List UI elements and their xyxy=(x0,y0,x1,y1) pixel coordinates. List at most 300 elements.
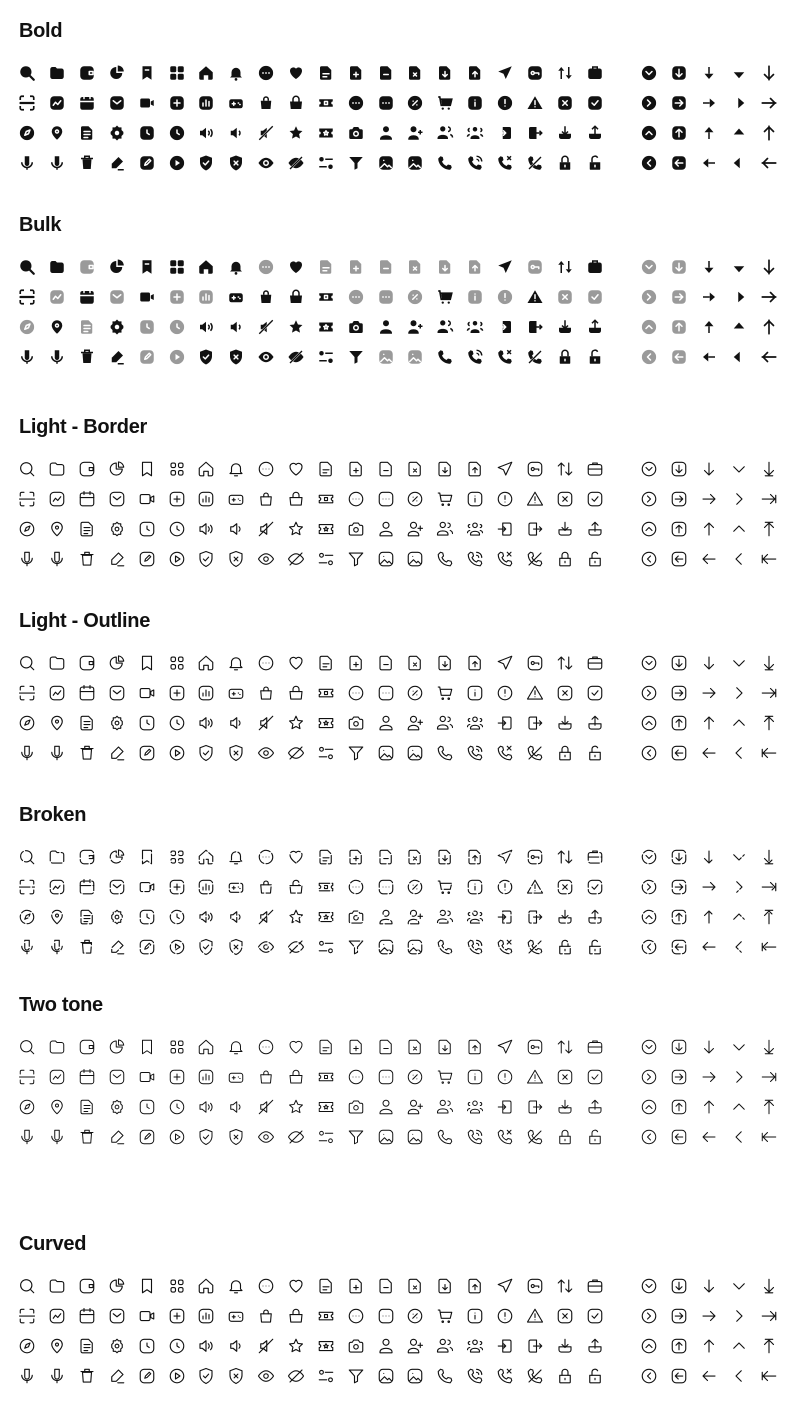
filter-2-icon xyxy=(347,550,365,568)
arrow-right-circle-icon xyxy=(640,684,658,702)
call-silent-icon xyxy=(526,550,544,568)
time-square-icon xyxy=(138,520,156,538)
play-icon xyxy=(168,550,186,568)
show-icon xyxy=(257,1367,275,1385)
search-icon xyxy=(18,1038,36,1056)
video-icon xyxy=(138,1068,156,1086)
arrow-right-circle-icon xyxy=(640,1307,658,1325)
heart-icon xyxy=(287,1038,305,1056)
password-icon xyxy=(526,1038,544,1056)
arrow-down-icon xyxy=(760,460,778,478)
time-circle-icon xyxy=(168,1337,186,1355)
image-icon xyxy=(377,348,395,366)
paper-upload-icon xyxy=(466,258,484,276)
work-icon xyxy=(586,1038,604,1056)
arrow-right-2-icon xyxy=(700,1307,718,1325)
arrow-down-icon xyxy=(760,1038,778,1056)
video-icon xyxy=(138,490,156,508)
paper-plus-icon xyxy=(347,1277,365,1295)
paper-download-icon xyxy=(436,460,454,478)
section-title: Light - Outline xyxy=(19,610,151,632)
chat-icon xyxy=(257,258,275,276)
scan-icon xyxy=(18,684,36,702)
lock-icon xyxy=(556,348,574,366)
call-icon xyxy=(436,938,454,956)
paper-plus-icon xyxy=(347,1038,365,1056)
download-icon xyxy=(556,124,574,142)
image-2-icon xyxy=(406,348,424,366)
discovery-icon xyxy=(18,908,36,926)
notification-icon xyxy=(227,1038,245,1056)
image-2-icon xyxy=(406,744,424,762)
chart-icon xyxy=(197,490,215,508)
shield-done-icon xyxy=(197,1367,215,1385)
time-square-icon xyxy=(138,1337,156,1355)
edit-icon xyxy=(108,348,126,366)
password-icon xyxy=(526,654,544,672)
volume-down-icon xyxy=(227,908,245,926)
tick-square-icon xyxy=(586,684,604,702)
bag-icon xyxy=(257,490,275,508)
ticket-star-icon xyxy=(317,1337,335,1355)
paper-plus-icon xyxy=(347,258,365,276)
time-circle-icon xyxy=(168,124,186,142)
info-square-icon xyxy=(466,1068,484,1086)
icon-row xyxy=(0,947,800,971)
location-icon xyxy=(48,520,66,538)
arrow-up-circle-icon xyxy=(640,1098,658,1116)
volume-up-icon xyxy=(197,520,215,538)
graph-icon xyxy=(108,460,126,478)
delete-icon xyxy=(78,744,96,762)
arrow-right-icon xyxy=(760,94,778,112)
info-square-icon xyxy=(466,490,484,508)
plus-icon xyxy=(168,288,186,306)
work-icon xyxy=(586,654,604,672)
star-icon xyxy=(287,714,305,732)
arrow-right-circle-icon xyxy=(640,288,658,306)
section-title: Broken xyxy=(19,804,87,826)
notification-icon xyxy=(227,258,245,276)
calendar-icon xyxy=(78,878,96,896)
arrow-left-2-icon xyxy=(700,154,718,172)
shield-fail-icon xyxy=(227,1128,245,1146)
buy-icon xyxy=(436,288,454,306)
chart-icon xyxy=(197,878,215,896)
profile-icon xyxy=(377,1098,395,1116)
arrow-down-3-icon xyxy=(730,258,748,276)
add-user-icon xyxy=(406,318,424,336)
chat-icon xyxy=(257,654,275,672)
search-icon xyxy=(18,1277,36,1295)
voice-2-icon xyxy=(48,550,66,568)
section-title: Bulk xyxy=(19,214,62,236)
heart-icon xyxy=(287,848,305,866)
category-icon xyxy=(168,654,186,672)
paper-plus-icon xyxy=(347,64,365,82)
volume-up-icon xyxy=(197,1098,215,1116)
danger-circle-icon xyxy=(496,684,514,702)
chart-icon xyxy=(197,684,215,702)
shield-done-icon xyxy=(197,348,215,366)
bookmark-icon xyxy=(138,258,156,276)
call-missed-icon xyxy=(496,1367,514,1385)
location-icon xyxy=(48,124,66,142)
more-circle-icon xyxy=(347,684,365,702)
paper-fail-icon xyxy=(406,460,424,478)
arrow-right-2-icon xyxy=(700,878,718,896)
close-square-icon xyxy=(556,490,574,508)
more-square-icon xyxy=(377,1307,395,1325)
arrow-right-2-icon xyxy=(700,288,718,306)
arrow-left-icon xyxy=(760,1128,778,1146)
image-2-icon xyxy=(406,550,424,568)
password-icon xyxy=(526,258,544,276)
filter-2-icon xyxy=(347,1367,365,1385)
wallet-icon xyxy=(78,848,96,866)
hide-icon xyxy=(287,348,305,366)
unlock-icon xyxy=(586,154,604,172)
wallet-icon xyxy=(78,258,96,276)
paper-icon xyxy=(78,908,96,926)
arrow-right-icon xyxy=(760,490,778,508)
time-circle-icon xyxy=(168,520,186,538)
arrow-up-2-icon xyxy=(700,1337,718,1355)
swap-icon xyxy=(556,654,574,672)
arrow-down-2-icon xyxy=(700,460,718,478)
voice-icon xyxy=(18,1128,36,1146)
danger-circle-icon xyxy=(496,288,514,306)
3-user-icon xyxy=(466,1337,484,1355)
paper-fail-icon xyxy=(406,64,424,82)
scan-icon xyxy=(18,1068,36,1086)
send-icon xyxy=(496,1277,514,1295)
profile-icon xyxy=(377,908,395,926)
plus-icon xyxy=(168,94,186,112)
discount-icon xyxy=(406,490,424,508)
volume-off-icon xyxy=(257,1098,275,1116)
arrow-up-icon xyxy=(760,1098,778,1116)
bag-2-icon xyxy=(287,94,305,112)
lock-icon xyxy=(556,938,574,956)
upload-icon xyxy=(586,318,604,336)
filter-2-icon xyxy=(347,938,365,956)
arrow-left-icon xyxy=(760,938,778,956)
calling-icon xyxy=(466,550,484,568)
arrow-right-circle-icon xyxy=(640,878,658,896)
danger-triangle-icon xyxy=(526,288,544,306)
image-icon xyxy=(377,550,395,568)
edit-icon xyxy=(108,938,126,956)
game-icon xyxy=(227,490,245,508)
setting-icon xyxy=(108,908,126,926)
activity-icon xyxy=(48,94,66,112)
unlock-icon xyxy=(586,348,604,366)
notification-icon xyxy=(227,848,245,866)
call-silent-icon xyxy=(526,348,544,366)
arrow-down-circle-icon xyxy=(640,654,658,672)
discount-icon xyxy=(406,878,424,896)
paper-upload-icon xyxy=(466,1277,484,1295)
category-icon xyxy=(168,1277,186,1295)
arrow-right-square-icon xyxy=(670,490,688,508)
volume-up-icon xyxy=(197,714,215,732)
setting-icon xyxy=(108,1337,126,1355)
2-user-icon xyxy=(436,124,454,142)
show-icon xyxy=(257,348,275,366)
danger-circle-icon xyxy=(496,1307,514,1325)
lock-icon xyxy=(556,744,574,762)
wallet-icon xyxy=(78,64,96,82)
voice-2-icon xyxy=(48,348,66,366)
call-missed-icon xyxy=(496,744,514,762)
arrow-left-3-icon xyxy=(730,938,748,956)
game-icon xyxy=(227,878,245,896)
star-icon xyxy=(287,520,305,538)
hide-icon xyxy=(287,550,305,568)
delete-icon xyxy=(78,348,96,366)
filter-icon xyxy=(317,744,335,762)
graph-icon xyxy=(108,1038,126,1056)
send-icon xyxy=(496,1038,514,1056)
location-icon xyxy=(48,1098,66,1116)
password-icon xyxy=(526,460,544,478)
discount-icon xyxy=(406,1068,424,1086)
arrow-left-3-icon xyxy=(730,744,748,762)
document-icon xyxy=(317,848,335,866)
video-icon xyxy=(138,288,156,306)
activity-icon xyxy=(48,490,66,508)
show-icon xyxy=(257,154,275,172)
profile-icon xyxy=(377,318,395,336)
arrow-left-square-icon xyxy=(670,154,688,172)
camera-icon xyxy=(347,520,365,538)
send-icon xyxy=(496,460,514,478)
more-circle-icon xyxy=(347,1307,365,1325)
profile-icon xyxy=(377,124,395,142)
home-icon xyxy=(197,654,215,672)
hide-icon xyxy=(287,1367,305,1385)
arrow-down-icon xyxy=(760,64,778,82)
activity-icon xyxy=(48,684,66,702)
more-circle-icon xyxy=(347,288,365,306)
3-user-icon xyxy=(466,318,484,336)
tick-square-icon xyxy=(586,878,604,896)
more-square-icon xyxy=(377,94,395,112)
setting-icon xyxy=(108,124,126,142)
arrow-up-2-icon xyxy=(700,124,718,142)
show-icon xyxy=(257,1128,275,1146)
arrow-down-square-icon xyxy=(670,1277,688,1295)
tick-square-icon xyxy=(586,288,604,306)
arrow-up-circle-icon xyxy=(640,1337,658,1355)
bag-icon xyxy=(257,878,275,896)
shield-fail-icon xyxy=(227,938,245,956)
time-square-icon xyxy=(138,124,156,142)
notification-icon xyxy=(227,654,245,672)
swap-icon xyxy=(556,848,574,866)
arrow-down-2-icon xyxy=(700,848,718,866)
filter-icon xyxy=(317,1128,335,1146)
arrow-up-icon xyxy=(760,1337,778,1355)
arrow-down-square-icon xyxy=(670,1038,688,1056)
star-icon xyxy=(287,318,305,336)
volume-off-icon xyxy=(257,318,275,336)
shield-fail-icon xyxy=(227,154,245,172)
unlock-icon xyxy=(586,1367,604,1385)
arrow-up-square-icon xyxy=(670,908,688,926)
folder-icon xyxy=(48,1038,66,1056)
danger-triangle-icon xyxy=(526,684,544,702)
search-icon xyxy=(18,654,36,672)
notification-icon xyxy=(227,1277,245,1295)
heart-icon xyxy=(287,1277,305,1295)
arrow-up-3-icon xyxy=(730,124,748,142)
show-icon xyxy=(257,744,275,762)
arrow-right-square-icon xyxy=(670,1307,688,1325)
delete-icon xyxy=(78,1128,96,1146)
play-icon xyxy=(168,348,186,366)
more-circle-icon xyxy=(347,94,365,112)
message-icon xyxy=(108,490,126,508)
paper-fail-icon xyxy=(406,258,424,276)
work-icon xyxy=(586,460,604,478)
game-icon xyxy=(227,94,245,112)
close-square-icon xyxy=(556,94,574,112)
edit-square-icon xyxy=(138,744,156,762)
section-title: Light - Border xyxy=(19,416,148,438)
arrow-right-icon xyxy=(760,1068,778,1086)
wallet-icon xyxy=(78,654,96,672)
work-icon xyxy=(586,258,604,276)
more-square-icon xyxy=(377,288,395,306)
arrow-right-3-icon xyxy=(730,684,748,702)
profile-icon xyxy=(377,1337,395,1355)
edit-square-icon xyxy=(138,348,156,366)
call-missed-icon xyxy=(496,938,514,956)
wallet-icon xyxy=(78,1277,96,1295)
arrow-up-icon xyxy=(760,124,778,142)
camera-icon xyxy=(347,714,365,732)
chart-icon xyxy=(197,94,215,112)
send-icon xyxy=(496,64,514,82)
discount-icon xyxy=(406,94,424,112)
message-icon xyxy=(108,1068,126,1086)
voice-2-icon xyxy=(48,154,66,172)
logout-icon xyxy=(526,1337,544,1355)
paper-negative-icon xyxy=(377,848,395,866)
activity-icon xyxy=(48,1068,66,1086)
add-user-icon xyxy=(406,714,424,732)
bag-2-icon xyxy=(287,490,305,508)
logout-icon xyxy=(526,124,544,142)
upload-icon xyxy=(586,520,604,538)
2-user-icon xyxy=(436,1337,454,1355)
home-icon xyxy=(197,1038,215,1056)
ticket-icon xyxy=(317,94,335,112)
delete-icon xyxy=(78,1367,96,1385)
arrow-right-circle-icon xyxy=(640,1068,658,1086)
message-icon xyxy=(108,684,126,702)
chart-icon xyxy=(197,1307,215,1325)
filter-icon xyxy=(317,1367,335,1385)
paper-plus-icon xyxy=(347,654,365,672)
arrow-left-icon xyxy=(760,744,778,762)
game-icon xyxy=(227,1068,245,1086)
icon-row xyxy=(0,753,800,777)
voice-icon xyxy=(18,348,36,366)
edit-icon xyxy=(108,154,126,172)
document-icon xyxy=(317,64,335,82)
time-square-icon xyxy=(138,1098,156,1116)
arrow-up-2-icon xyxy=(700,1098,718,1116)
arrow-right-3-icon xyxy=(730,878,748,896)
paper-upload-icon xyxy=(466,1038,484,1056)
arrow-left-3-icon xyxy=(730,1128,748,1146)
bag-icon xyxy=(257,288,275,306)
download-icon xyxy=(556,1337,574,1355)
call-icon xyxy=(436,154,454,172)
arrow-up-square-icon xyxy=(670,1098,688,1116)
section-title: Curved xyxy=(19,1233,87,1255)
paper-plus-icon xyxy=(347,460,365,478)
arrow-left-circle-icon xyxy=(640,1367,658,1385)
graph-icon xyxy=(108,654,126,672)
unlock-icon xyxy=(586,1128,604,1146)
more-circle-icon xyxy=(347,1068,365,1086)
edit-square-icon xyxy=(138,1128,156,1146)
arrow-down-icon xyxy=(760,654,778,672)
tick-square-icon xyxy=(586,490,604,508)
volume-off-icon xyxy=(257,520,275,538)
arrow-up-icon xyxy=(760,714,778,732)
paper-fail-icon xyxy=(406,1038,424,1056)
delete-icon xyxy=(78,154,96,172)
arrow-left-circle-icon xyxy=(640,1128,658,1146)
paper-upload-icon xyxy=(466,654,484,672)
ticket-star-icon xyxy=(317,318,335,336)
camera-icon xyxy=(347,318,365,336)
arrow-left-3-icon xyxy=(730,1367,748,1385)
chat-icon xyxy=(257,460,275,478)
paper-download-icon xyxy=(436,1038,454,1056)
edit-icon xyxy=(108,550,126,568)
time-square-icon xyxy=(138,908,156,926)
voice-icon xyxy=(18,550,36,568)
logout-icon xyxy=(526,1098,544,1116)
paper-fail-icon xyxy=(406,1277,424,1295)
danger-triangle-icon xyxy=(526,1307,544,1325)
voice-2-icon xyxy=(48,938,66,956)
paper-negative-icon xyxy=(377,258,395,276)
filter-2-icon xyxy=(347,348,365,366)
arrow-left-circle-icon xyxy=(640,550,658,568)
arrow-up-circle-icon xyxy=(640,520,658,538)
login-icon xyxy=(496,714,514,732)
danger-triangle-icon xyxy=(526,878,544,896)
arrow-down-2-icon xyxy=(700,654,718,672)
edit-square-icon xyxy=(138,154,156,172)
star-icon xyxy=(287,908,305,926)
bag-icon xyxy=(257,684,275,702)
volume-down-icon xyxy=(227,124,245,142)
info-square-icon xyxy=(466,878,484,896)
arrow-up-circle-icon xyxy=(640,908,658,926)
arrow-right-3-icon xyxy=(730,490,748,508)
bag-2-icon xyxy=(287,684,305,702)
paper-icon xyxy=(78,1098,96,1116)
document-icon xyxy=(317,1038,335,1056)
